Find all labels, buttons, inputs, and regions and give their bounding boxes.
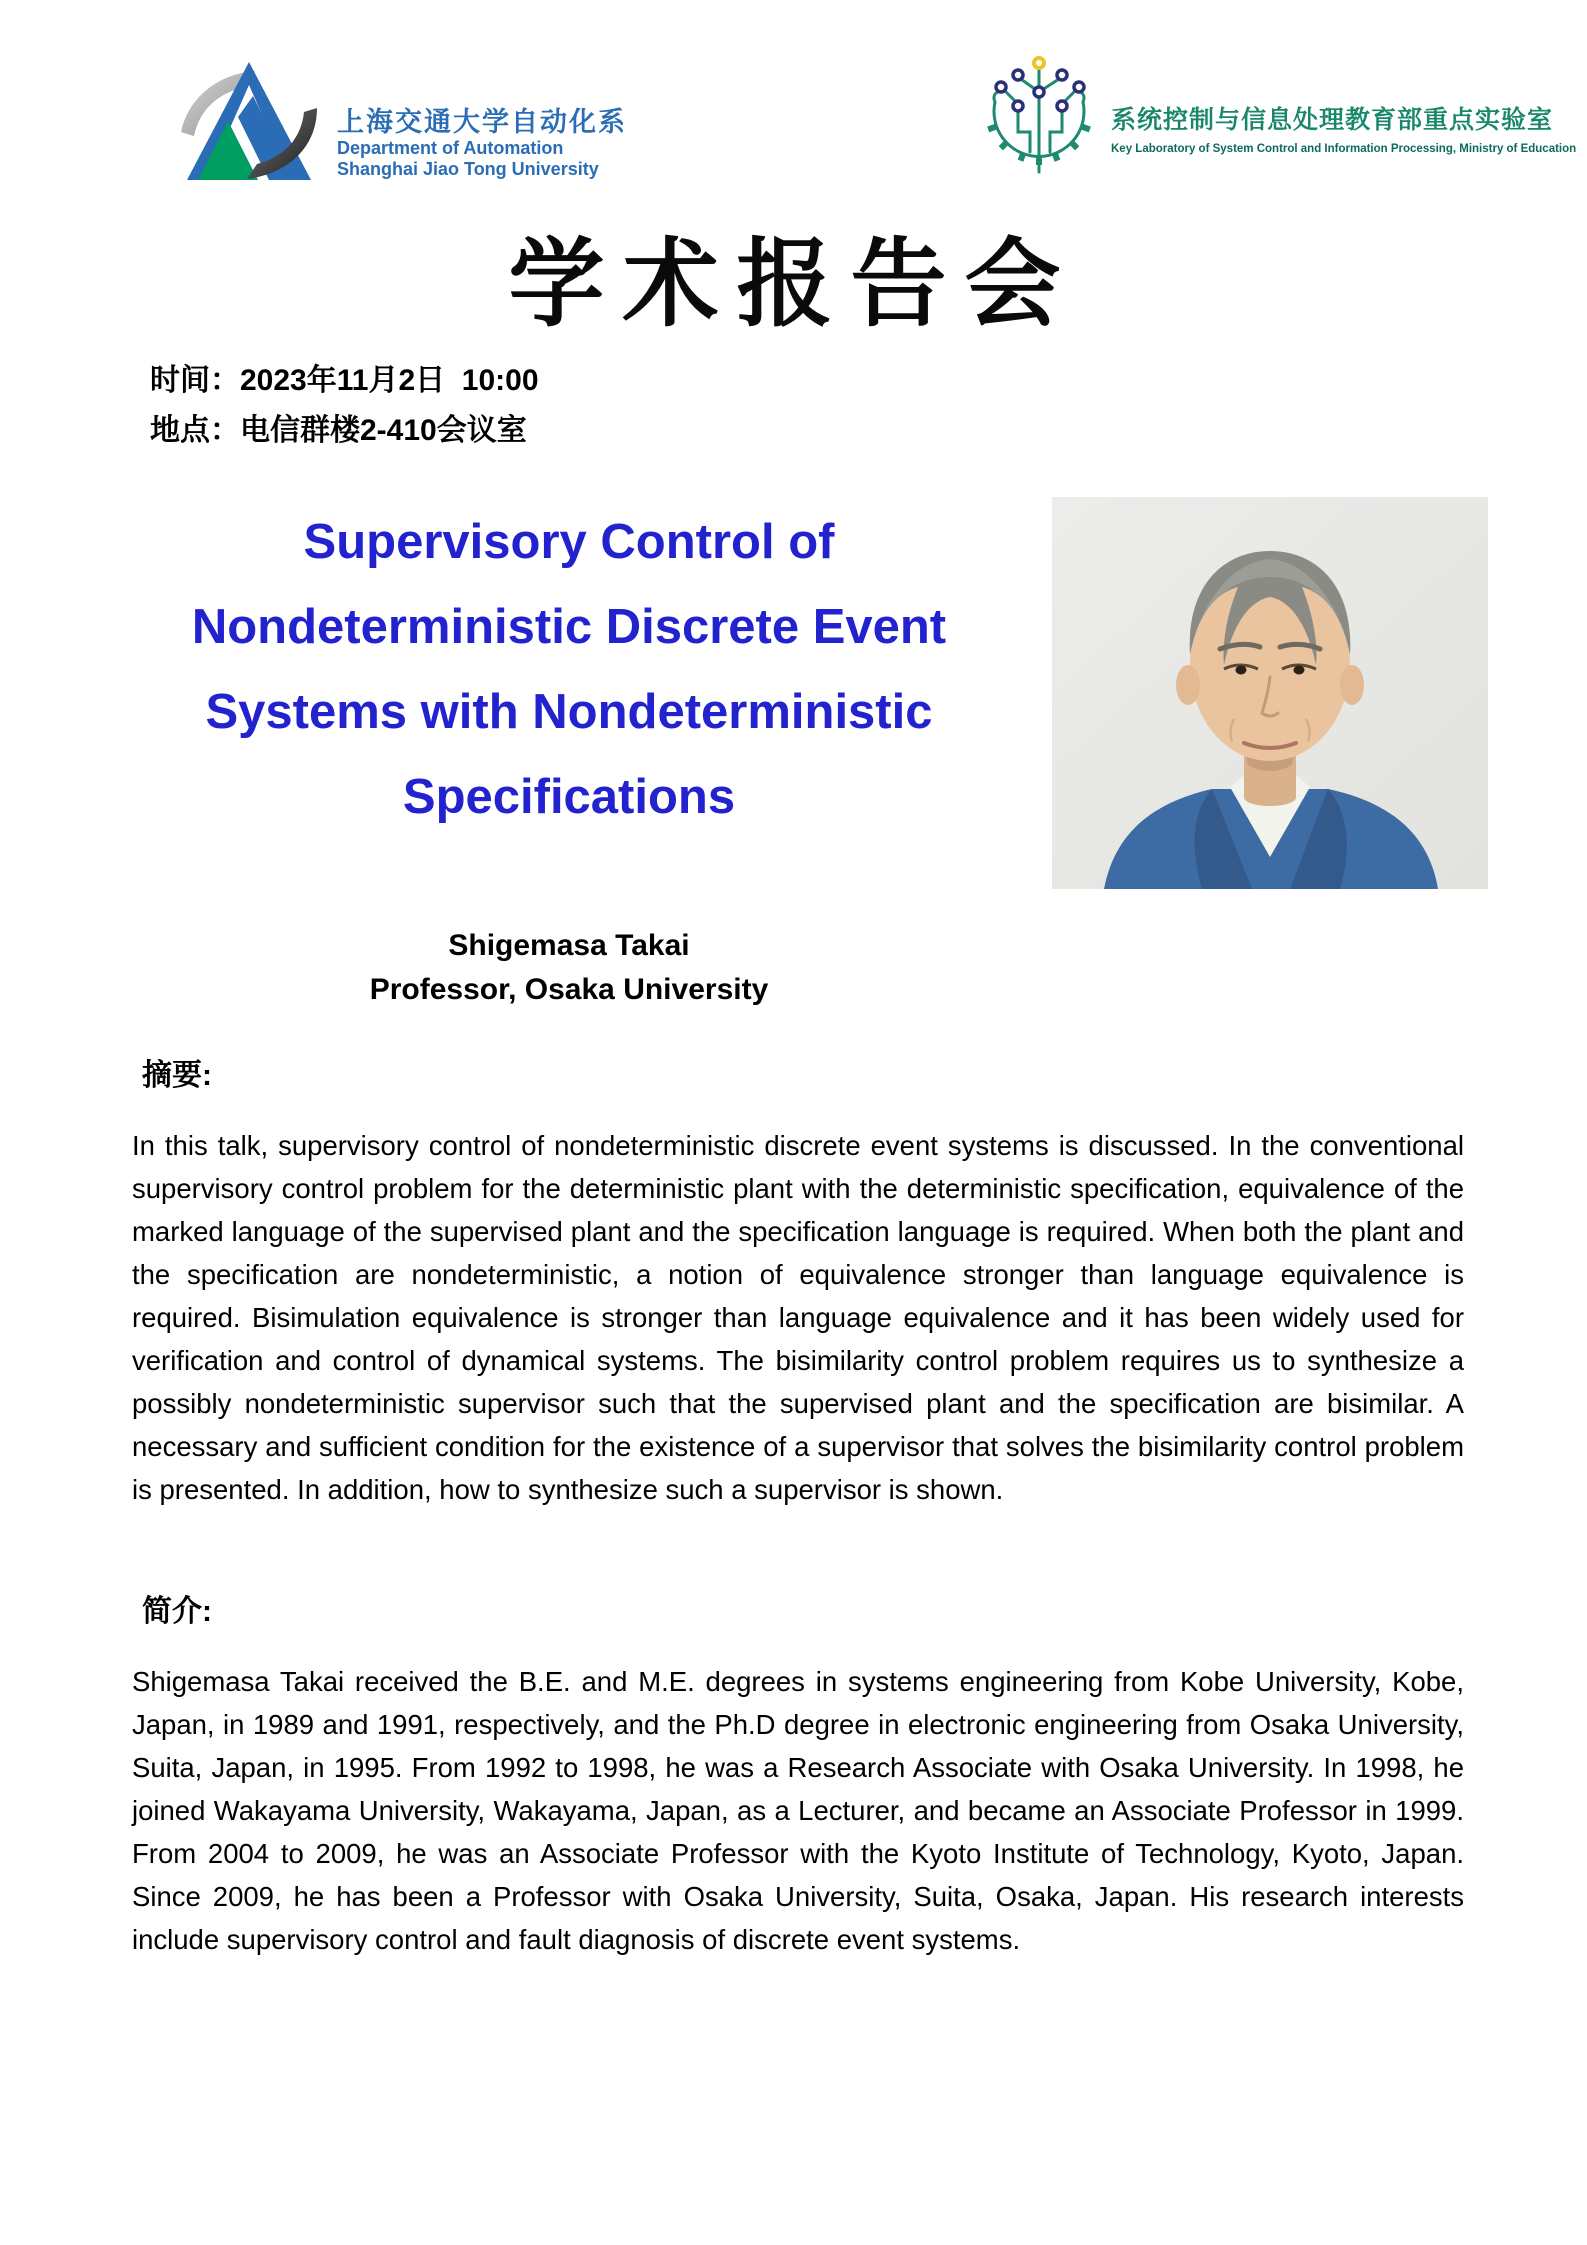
left-logo-en1: Department of Automation bbox=[337, 138, 564, 158]
place-line bbox=[150, 406, 539, 456]
speaker-block bbox=[118, 924, 1020, 1012]
meta-block bbox=[150, 356, 539, 456]
time-label: 时间： bbox=[150, 364, 240, 397]
time-line bbox=[150, 356, 539, 406]
place-label: 地点： bbox=[150, 414, 240, 447]
speaker-affiliation: Professor, Osaka University bbox=[369, 973, 769, 1006]
key-lab-logo bbox=[983, 52, 1576, 186]
speaker-portrait-image bbox=[1052, 497, 1488, 889]
talk-title-line-3: Systems with Nondeterministic bbox=[205, 685, 933, 739]
left-logo-cn: 上海交通大学自动化系 bbox=[337, 107, 627, 137]
place-value: 电信群楼2-410会议室 bbox=[240, 414, 527, 447]
left-logo-en2: Shanghai Jiao Tong University bbox=[337, 159, 599, 179]
talk-title bbox=[118, 500, 1020, 840]
bio-label: 简介: bbox=[142, 1595, 212, 1628]
right-logo-text bbox=[1111, 52, 1576, 186]
talk-title-line-1: Supervisory Control of bbox=[303, 515, 835, 569]
time-value: 2023年11月2日 10:00 bbox=[240, 364, 539, 397]
sjtu-automation-logo bbox=[175, 58, 627, 182]
left-logo-text bbox=[337, 106, 627, 182]
talk-title-line-4: Specifications bbox=[402, 770, 736, 824]
bio-text: Shigemasa Takai received the B.E. and M.E. degrees in systems engineering from Kobe University, Kobe, Japan, in 1989 and 1991, respectively, and the Ph.D degree in electronic engineering from Osaka University, Suita, Japan, in 1995. From 1992 to 1998, he was a Research Associate with Osaka University. In 1998, he joined Wakayama University, Wakayama, Japan, as a Lecturer, and became an Associate Professor in 1999. From 2004 to 2009, he was an Associate Professor with the Kyoto Institute of Technology, Kyoto, Japan. Since 2009, he has been a Professor with Osaka University, Suita, Osaka, Japan. His research interests include supervisory control and fault diagnosis of discrete event systems. bbox=[132, 1666, 1464, 1955]
talk-title-line-2: Nondeterministic Discrete Event bbox=[191, 600, 947, 654]
right-logo-en: Key Laboratory of System Control and Information Processing, Ministry of Education bbox=[1111, 143, 1577, 155]
right-logo-cn: 系统控制与信息处理教育部重点实验室 bbox=[1111, 106, 1554, 134]
abstract-label: 摘要: bbox=[142, 1059, 212, 1092]
sjtu-automation-logo-icon bbox=[175, 58, 323, 182]
banner-title: 学术报告会 bbox=[508, 227, 1079, 340]
speaker-photo bbox=[1052, 497, 1488, 889]
key-lab-logo-icon bbox=[983, 52, 1095, 186]
speaker-name: Shigemasa Takai bbox=[448, 929, 690, 962]
abstract-text: In this talk, supervisory control of nondeterministic discrete event systems is discussed. In the conventional supervisory control problem for the deterministic plant with the deterministic specification, equivalence of the marked language of the supervised plant and the specification language is required. When both the plant and the specification are nondeterministic, a notion of equivalence stronger than language equivalence is required. Bisimulation equivalence is stronger than language equivalence and it has been widely used for verification and control of dynamical systems. The bisimilarity control problem requires us to synthesize a possibly nondeterministic supervisor such that the supervised plant and the specification are bisimilar. A necessary and sufficient condition for the existence of a supervisor that solves the bisimilarity control problem is presented. In addition, how to synthesize such a supervisor is shown. bbox=[132, 1130, 1464, 1505]
